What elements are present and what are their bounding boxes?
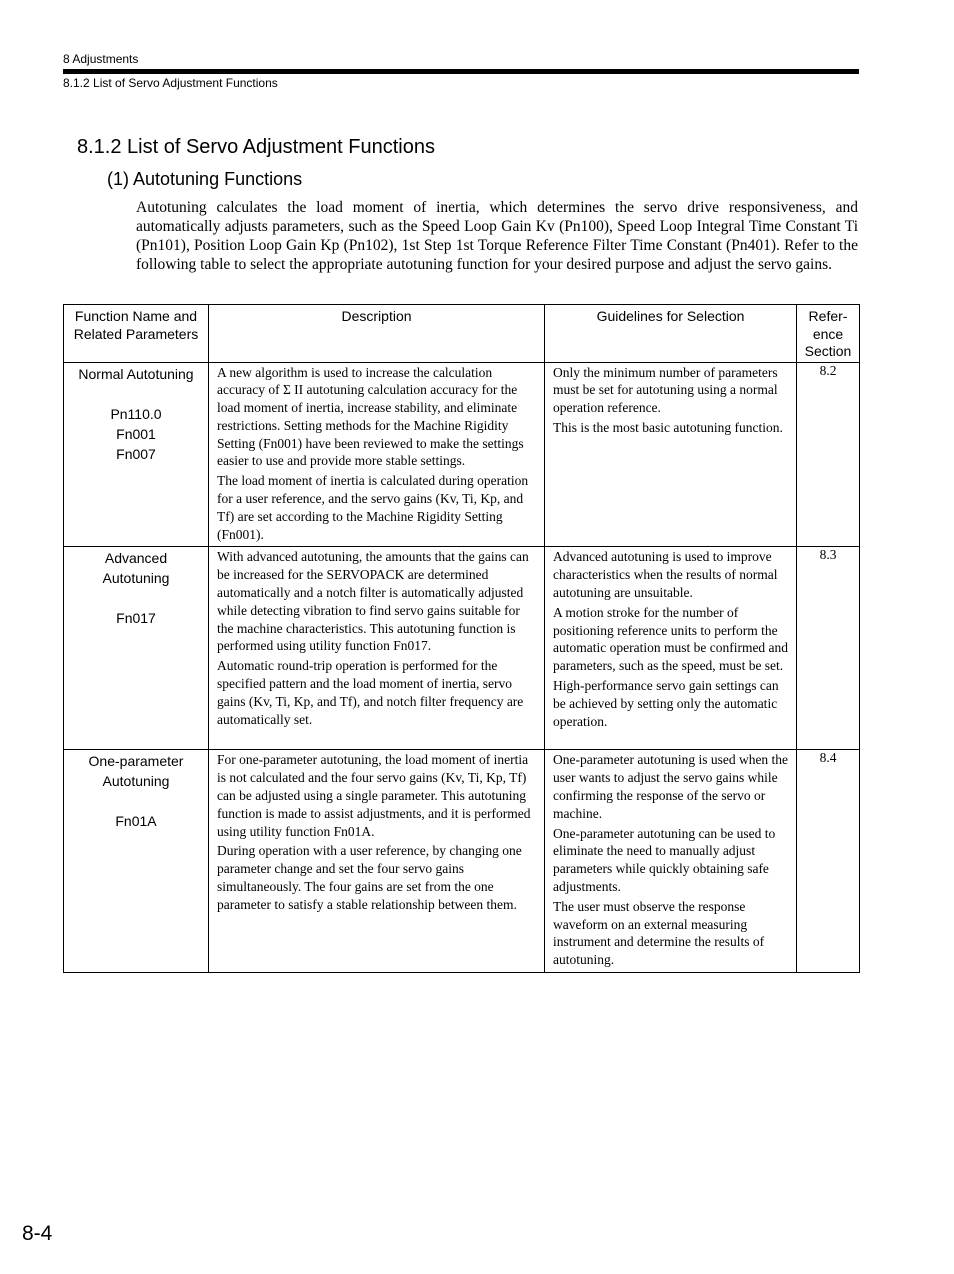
section-title: 8.1.2 List of Servo Adjustment Functions: [77, 136, 435, 158]
reference-section-cell: 8.3: [797, 547, 860, 750]
description-cell: [209, 362, 545, 547]
col-header-description: Description: [209, 305, 545, 363]
table-header-row: [64, 305, 860, 363]
description-paragraph: With advanced autotuning, the amounts that the gains can be increased for the SERVOPACK are determined automatically and a notch filter is automatically adjusted while detecting vibration to find servo gains suitable for the machine characteristics. This autotuning function is performed using utility function Fn017.: [217, 549, 529, 654]
related-parameter: Fn007: [116, 445, 156, 462]
table-row: [64, 362, 860, 547]
guidelines-cell: [545, 362, 797, 547]
col-header-reference-line: ence: [812, 325, 844, 342]
reference-section-cell: 8.4: [797, 750, 860, 973]
description-cell: [209, 750, 545, 973]
description-paragraph: A new algorithm is used to increase the calculation accuracy of Σ II autotuning calculation accuracy for the load moment of inertia, increase stability, and eliminate restrictions. Setting methods for the Machine Rigidity Setting (Fn001) have been reviewed to make the settings easier to use and provide more stable settings.: [217, 364, 524, 469]
running-header-chapter: 8 Adjustments: [63, 52, 139, 66]
function-name-cell: [64, 547, 209, 750]
col-header-reference-line: Section: [804, 343, 852, 359]
guideline-paragraph: Advanced autotuning is used to improve characteristics when the results of normal autotuning are unsuitable.: [553, 549, 778, 601]
related-parameter: Pn110.0: [110, 405, 162, 422]
description-cell: [209, 547, 545, 750]
description-paragraph: Automatic round-trip operation is performed for the specified pattern and the load moment of inertia, servo gains (Kv, Ti, Kp, and Tf), and notch filter frequency are automatically set.: [217, 658, 524, 727]
function-name-cell: [64, 750, 209, 973]
guideline-paragraph: The user must observe the response waveform on an external measuring instrument and determine the results of autotuning.: [553, 898, 765, 968]
guideline-paragraph: One-parameter autotuning can be used to eliminate the need to manually adjust parameters while quickly obtaining safe adjustments.: [553, 825, 776, 895]
intro-paragraph: Autotuning calculates the load moment of inertia, which determines the servo drive responsiveness, and automatically adjusts parameters, such as the Speed Loop Gain Kv (Pn100), Speed Loop Integral Time Constant Ti (Pn101), Position Loop Gain Kp (Pn102), 1st Step 1st Torque Reference Filter Time Constant (Pn401). Refer to the following table to select the appropriate autotuning function for your desired purpose and adjust the servo gains.: [136, 199, 858, 273]
col-header-name-line: Function Name and: [74, 308, 198, 324]
related-parameter: Fn01A: [115, 813, 157, 830]
guideline-paragraph: A motion stroke for the number of positioning reference units to perform the automatic operation must be confirmed and parameters, such as the speed, must be set.: [553, 604, 789, 674]
description-paragraph: For one-parameter autotuning, the load moment of inertia is not calculated and the four servo gains (Kv, Ti, Kp, Tf) can be adjusted using a single parameter. This autotuning function is made to assist adjustments, and it is performed using utility function Fn01A.: [217, 752, 531, 839]
guideline-paragraph: This is the most basic autotuning function.: [553, 419, 783, 435]
description-paragraph: The load moment of inertia is calculated during operation for a user reference, and the servo gains (Kv, Ti, Kp, and Tf) are set according to the Machine Rigidity Setting (Fn001).: [217, 473, 529, 542]
function-name: Advanced: [104, 550, 168, 567]
description-paragraph: During operation with a user reference, by changing one parameter change and set the four servo gains simultaneously. The four gains are set from the one parameter to satisfy a stable relationship between them.: [217, 843, 522, 912]
col-header-reference: [797, 305, 860, 363]
subsection-title: (1) Autotuning Functions: [107, 169, 303, 189]
table-row: [64, 547, 860, 750]
reference-section-cell: 8.2: [797, 362, 860, 547]
function-name: Autotuning: [102, 570, 170, 587]
header-rule: [63, 69, 859, 74]
page-number: 8-4: [22, 1222, 53, 1245]
guideline-paragraph: One-parameter autotuning is used when the user wants to adjust the servo gains while confirming the response of the servo or machine.: [553, 752, 789, 821]
col-header-reference-line: Refer-: [808, 308, 848, 324]
col-header-name-line: Related Parameters: [73, 325, 199, 342]
function-name-cell: [64, 362, 209, 547]
function-name: Normal Autotuning: [78, 365, 194, 382]
col-header-name: [64, 305, 209, 363]
table-row: [64, 750, 860, 973]
guidelines-cell: [545, 750, 797, 973]
autotuning-functions-table: [63, 304, 860, 973]
function-name: Autotuning: [102, 773, 170, 790]
col-header-guidelines: Guidelines for Selection: [545, 305, 797, 363]
running-header-section: 8.1.2 List of Servo Adjustment Functions: [63, 76, 278, 90]
function-name: One-parameter: [88, 753, 184, 770]
related-parameter: Fn001: [116, 425, 156, 442]
guideline-paragraph: Only the minimum number of parameters must be set for autotuning using a normal operation reference.: [553, 364, 778, 416]
guideline-paragraph: High-performance servo gain settings can be achieved by setting only the automatic operation.: [553, 678, 779, 729]
guidelines-cell: [545, 547, 797, 750]
related-parameter: Fn017: [116, 610, 156, 627]
